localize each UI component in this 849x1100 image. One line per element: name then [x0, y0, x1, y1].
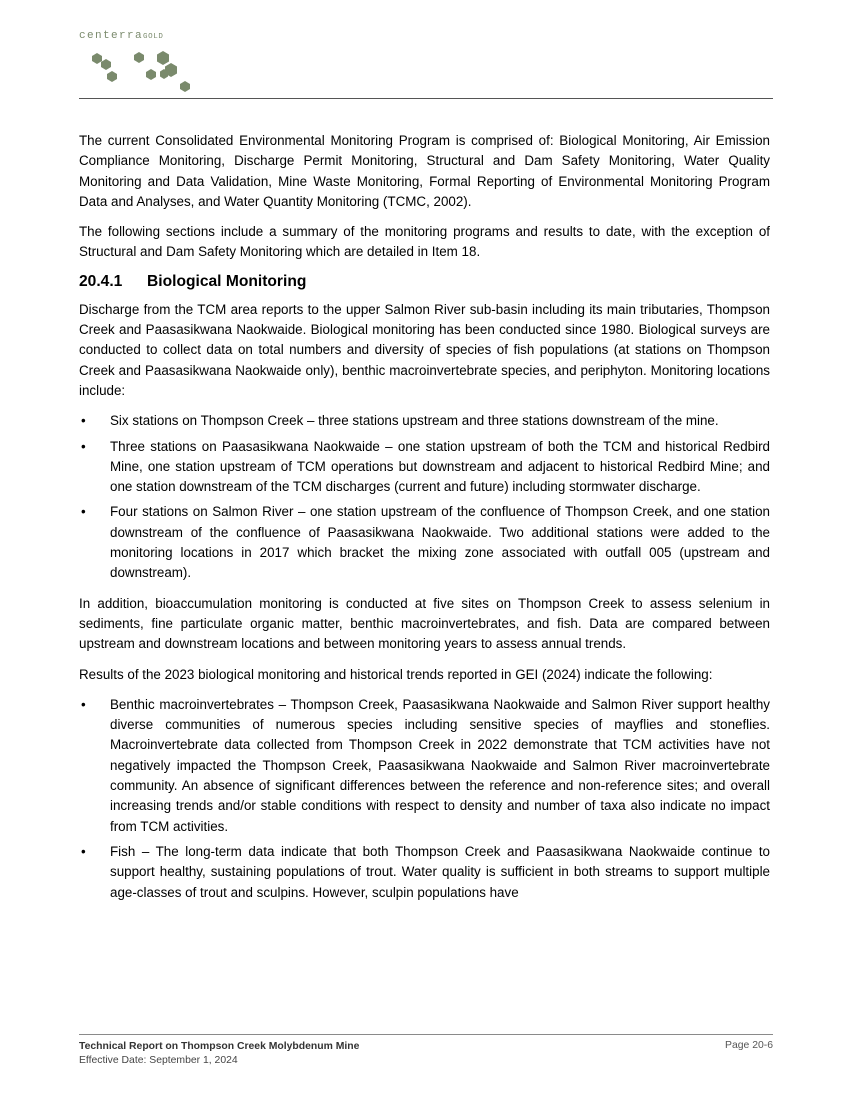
centerra-gold-logo-text: [79, 30, 163, 42]
body-paragraph: Discharge from the TCM area reports to the upper Salmon River sub-basin including its main tributaries, Thompson Creek and Paasasikwana Naokwaide. Biological monitoring has been conducted since 1980. Biological surveys are conducted to collect data on total numbers and diversity of species of fish populations (at stations on Thompson Creek and Paasasikwana Naokwaide only), benthic macroinvertebrate species, and periphyton. Monitoring locations include:: [79, 301, 770, 398]
results-list: [79, 695, 770, 903]
list-item: [79, 411, 770, 431]
section-heading: [79, 273, 770, 291]
hexagon-logo-icon: [79, 42, 199, 98]
list-item-text: Six stations on Thompson Creek – three stations upstream and three stations downstream of the mine.: [110, 413, 719, 429]
effective-date: Effective Date: September 1, 2024: [79, 1055, 238, 1066]
intro-paragraph: The following sections include a summary of the monitoring programs and results to date, with the exception of Structural and Dam Safety Monitoring which are detailed in Item 18.: [79, 224, 770, 260]
page-header: [79, 30, 773, 99]
bullet-icon: •: [81, 438, 86, 454]
page-number: Page 20-6: [725, 1040, 773, 1051]
list-item: [79, 437, 770, 498]
list-item: [79, 502, 770, 583]
list-item-text: Four stations on Salmon River – one station upstream of the confluence of Thompson Creek, and one station downstream of the confluence of Paasasikwana Naokwaide. Two additional stations were added to the monitoring locations in 2017 which bracket the mixing zone associated with outfall 005 (upstream and downstream).: [110, 504, 770, 581]
section-number: 20.4.1: [79, 272, 123, 290]
report-body: [79, 131, 770, 913]
page-footer: [79, 1034, 773, 1068]
bullet-icon: •: [81, 413, 86, 429]
list-item-text: Benthic macroinvertebrates – Thompson Creek, Paasasikwana Naokwaide and Salmon River support healthy diverse communities of numerous species including sensitive species of mayflies and stoneflies. Macroinvertebrate data collected from Thompson Creek in 2022 demonstrate that TCM activities have not negatively impacted the Thompson Creek, Paasasikwana Naokwaide and Salmon River macroinvertebrate community. An absence of significant differences between the reference and non-reference sites; and overall increasing trends and/or stable conditions with respect to density and number of taxa also indicate no impact from TCM activities.: [110, 696, 770, 834]
body-paragraph: In addition, bioaccumulation monitoring is conducted at five sites on Thompson Creek to assess selenium in sediments, fine particulate organic matter, benthic macroinvertebrates, and fish. Data are compared between upstream and downstream locations and between monitoring years to assess annual trends.: [79, 595, 770, 652]
body-paragraph: Results of the 2023 biological monitoring and historical trends reported in GEI (2024) indicate the following:: [79, 666, 713, 682]
monitoring-locations-list: [79, 411, 770, 583]
bullet-icon: •: [81, 843, 86, 859]
list-item: [79, 842, 770, 903]
list-item: [79, 695, 770, 837]
list-item-text: Three stations on Paasasikwana Naokwaide – one station upstream of both the TCM and historical Redbird Mine, one station upstream of TCM operations but downstream and adjacent to historical Redbird Mine; and one station downstream of the TCM discharges (current and future) including stormwater discharge.: [110, 438, 770, 495]
list-item-text: Fish – The long-term data indicate that both Thompson Creek and Paasasikwana Naokwaide continue to support healthy, sustaining populations of trout. Water quality is sufficient in both streams to support multiple age-classes of trout and sculpins. However, sculpin populations have: [110, 843, 770, 900]
bullet-icon: •: [81, 696, 86, 712]
logo-wordmark-suffix: GOLD: [143, 33, 164, 41]
report-title: Technical Report on Thompson Creek Molybdenum Mine: [79, 1041, 360, 1052]
logo-wordmark: centerra: [79, 30, 144, 42]
bullet-icon: •: [81, 504, 86, 520]
section-title: Biological Monitoring: [147, 272, 307, 290]
intro-paragraph: The current Consolidated Environmental Monitoring Program is comprised of: Biological Monitoring, Air Emission Compliance Monitoring, Discharge Permit Monitoring, Structural and Dam Safety Monitoring, Water Quality Monitoring and Data Validation, Mine Waste Monitoring, Formal Reporting of Environmental Monitoring Program Data and Analyses, and Water Quantity Monitoring (TCMC, 2002).: [79, 133, 770, 209]
